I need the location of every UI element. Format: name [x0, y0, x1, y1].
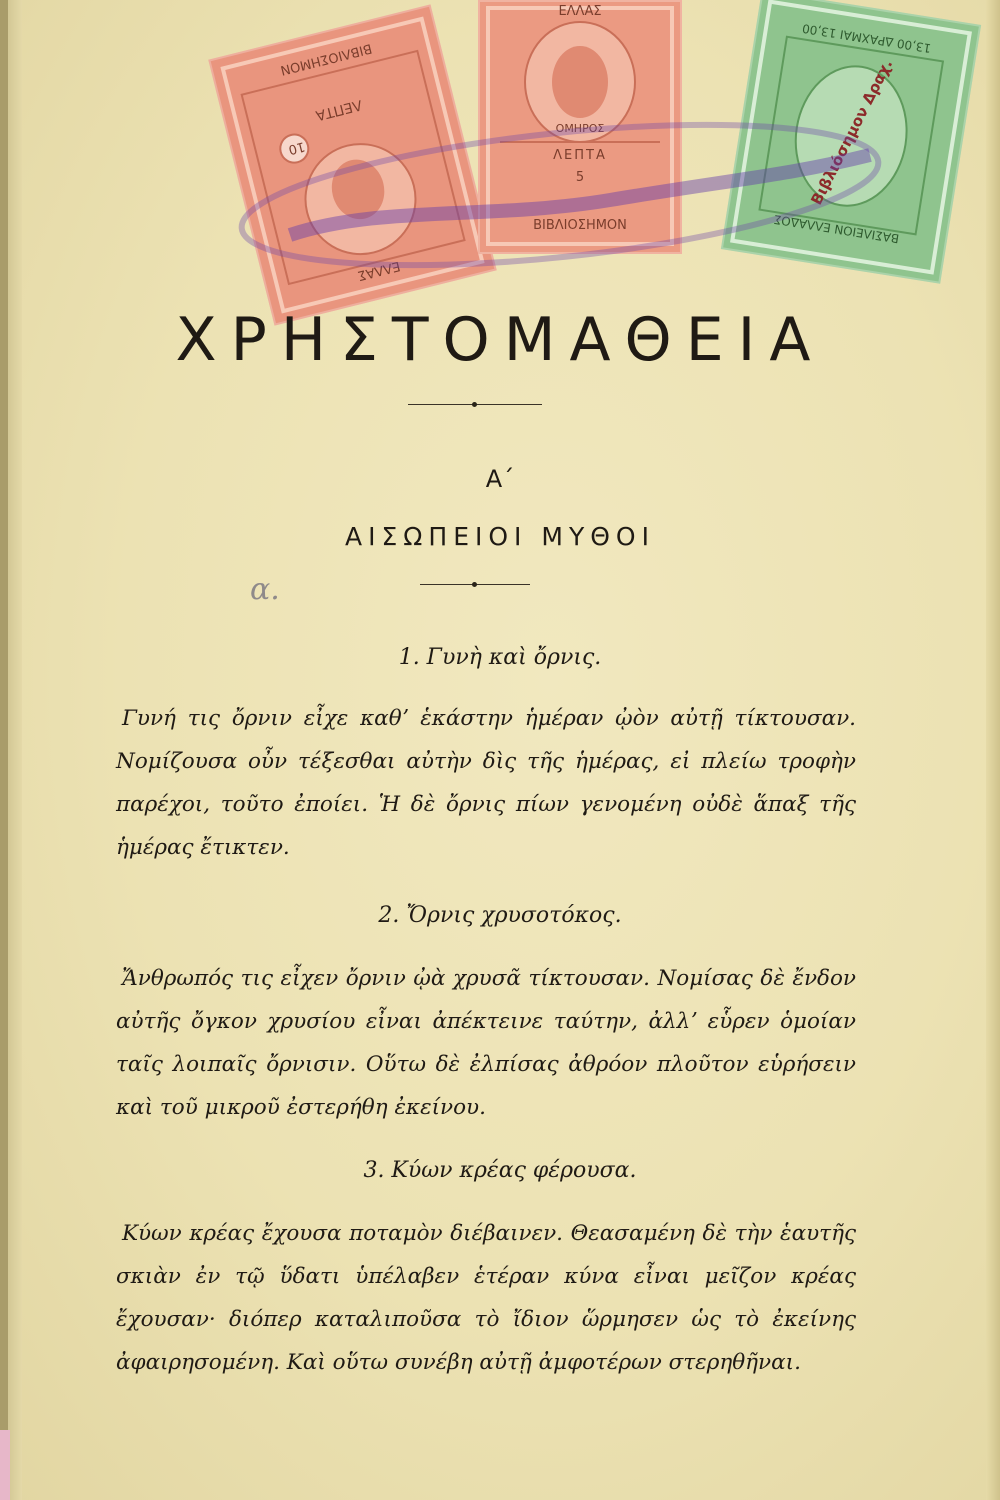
- part-number: Α΄: [485, 465, 515, 493]
- stamp-label: ΒΙΒΛΙΟΣΗΜΟΝ: [533, 218, 627, 233]
- purple-cancellation-mark: [230, 95, 950, 295]
- stamp-unit: ΛΕΠΤΑ: [313, 96, 364, 124]
- stamp-country: ΕΛΛΑΣ: [558, 4, 602, 19]
- book-title: ΧΡΗΣΤΟΜΑΘΕΙΑ: [175, 305, 825, 375]
- handwritten-note: α.: [250, 572, 280, 607]
- pink-tab: [0, 1430, 10, 1500]
- stamp-value: 10: [286, 138, 307, 157]
- fable-text: Γυνή τις ὄρνιν εἶχε καθʼ ἑκάστην ἡμέραν ᾠὸν αὐτῇ τίκτουσαν. Νομίζουσα οὖν τέξεσθαι αὐτὴν δὶς τῆς ἡμέρας, εἰ πλείω τροφὴν παρέχοι, τοῦτο ἐποίει. Ἡ δὲ ὄρνις πίων γενομένη οὐδὲ ἅπαξ τῆς ἡμέρας ἔτικτεν.: [116, 706, 856, 860]
- stamp-overprint: Βιβλιόσημον Δραχ.: [807, 56, 897, 208]
- stamp-portrait-caption: ΟΜΗΡΟΣ: [555, 122, 605, 135]
- fable-title: 3. Κύων κρέας φέρουσα.: [363, 1158, 637, 1183]
- stamp-value: 13,00 ΔΡΑΧΜΑΙ 13,00: [801, 21, 933, 56]
- divider-dot: [472, 582, 477, 587]
- divider-dot: [472, 402, 477, 407]
- stamp-label: ΒΙΒΛΙΟΣΗΜΟΝ: [278, 40, 374, 78]
- fable-text: Ἄνθρωπός τις εἶχεν ὄρνιν ᾠὰ χρυσᾶ τίκτουσαν. Νομίσας δὲ ἔνδον αὐτῆς ὄγκον χρυσίου εἶναι ἀπέκτεινε ταύτην, ἀλλʼ εὗρεν ὁμοίαν ταῖς λοιπαῖς ὄρνισιν. Οὕτω δὲ ἐλπίσας ἀθρόον πλοῦτον εὑρήσειν καὶ τοῦ μικροῦ ἐστερήθη ἐκείνου.: [116, 966, 856, 1120]
- stamp-unit: ΛΕΠΤΑ: [553, 148, 607, 163]
- fable-title: 1. Γυνὴ καὶ ὄρνις.: [398, 645, 602, 670]
- section-heading: ΑΙΣΩΠΕΙΟΙ ΜΥΘΟΙ: [345, 522, 655, 551]
- stamp-value: 5: [575, 170, 585, 185]
- stamp-country: ΕΛΛΑΣ: [356, 257, 402, 283]
- page-edge: [986, 0, 1000, 1500]
- book-gutter: [0, 0, 8, 1500]
- fable-text: Κύων κρέας ἔχουσα ποταμὸν διέβαινεν. Θεασαμένη δὲ τὴν ἑαυτῆς σκιὰν ἐν τῷ ὕδατι ὑπέλαβεν ἑτέραν κύνα εἶναι μεῖζον κρέας ἔχουσαν· διόπερ καταλιποῦσα τὸ ἴδιον ὥρμησεν ὡς τὸ ἐκείνης ἀφαιρησομένη. Καὶ οὕτω συνέβη αὐτῇ ἀμφοτέρων στερηθῆναι.: [116, 1221, 856, 1375]
- fable-title: 2. Ὄρνις χρυσοτόκος.: [378, 903, 622, 928]
- stamp-country: ΒΑΣΙΛΕΙΟΝ ΕΛΛΑΔΟΣ: [772, 212, 901, 246]
